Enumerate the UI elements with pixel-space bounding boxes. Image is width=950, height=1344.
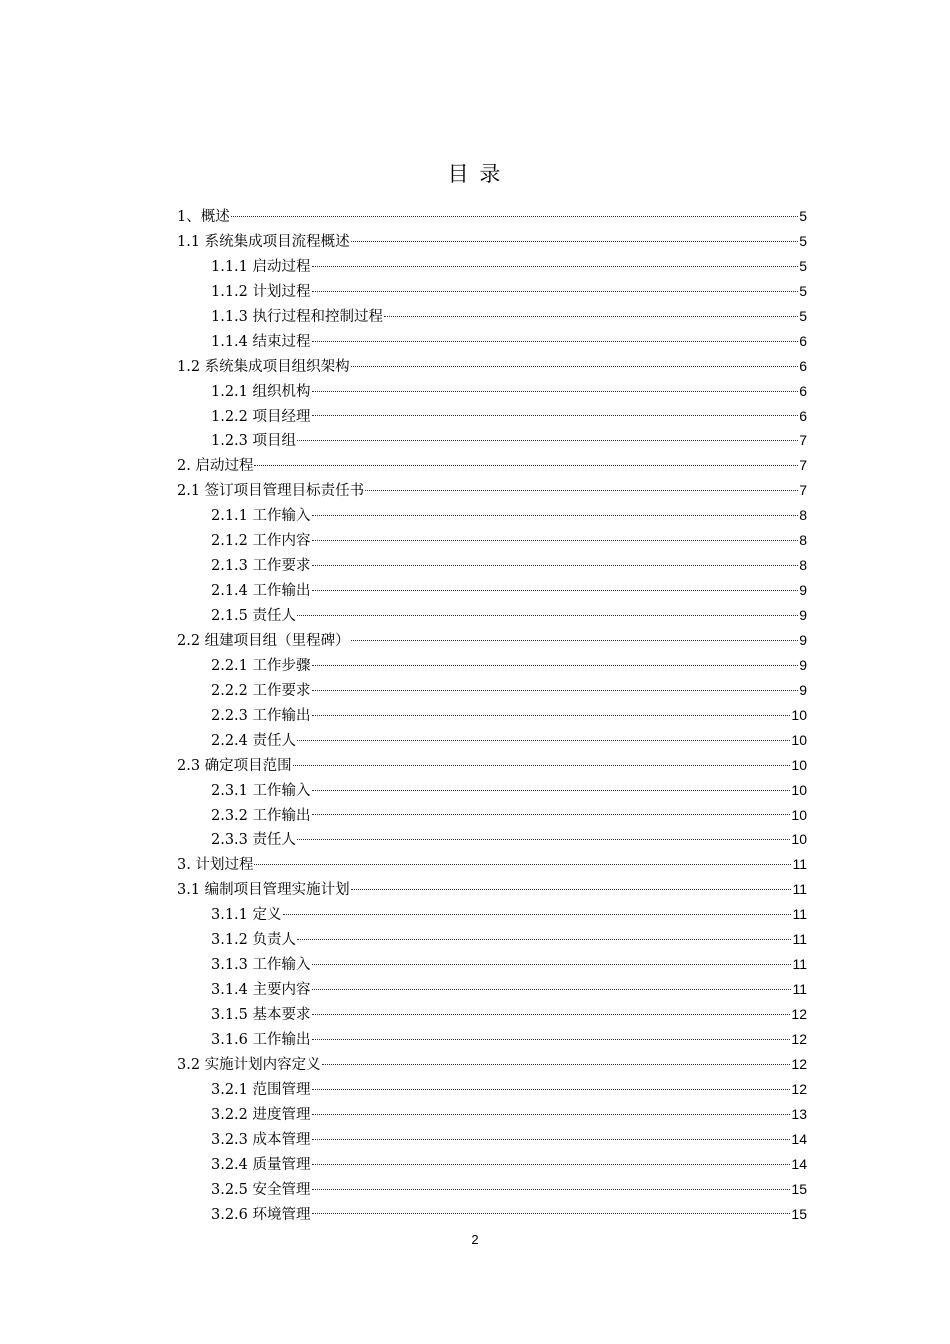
toc-entry-text: 2.3.3 责任人 [211, 832, 297, 849]
toc-leader-dots [312, 415, 799, 416]
toc-leader-dots [254, 864, 791, 865]
toc-entry-page: 6 [799, 357, 807, 374]
toc-entry-page: 12 [791, 1006, 807, 1022]
toc-entry[interactable] [177, 1077, 807, 1102]
toc-leader-dots [312, 790, 791, 791]
toc-leader-dots [312, 814, 791, 815]
toc-entry-text: 3.1.4 主要内容 [211, 982, 311, 999]
toc-entry-page: 6 [799, 382, 807, 399]
toc-entry-text: 1.2 系统集成项目组织架构 [177, 358, 350, 375]
toc-entry-text: 2.3.2 工作输出 [211, 807, 311, 824]
toc-entry-text: 2.3 确定项目范围 [177, 757, 292, 774]
toc-leader-dots [351, 640, 799, 641]
toc-entry[interactable] [177, 1052, 807, 1077]
toc-entry[interactable] [177, 703, 807, 728]
toc-entry-page: 6 [799, 407, 807, 424]
toc-entry[interactable] [177, 1152, 807, 1177]
toc-entry-page: 11 [792, 881, 807, 898]
toc-entry[interactable] [177, 753, 807, 778]
toc-entry-page: 11 [792, 906, 807, 923]
toc-entry-text: 2.2.3 工作输出 [211, 707, 311, 724]
toc-entry[interactable] [177, 927, 807, 952]
toc-entry-page: 11 [792, 956, 807, 973]
toc-entry-page: 11 [792, 981, 807, 998]
toc-leader-dots [297, 615, 798, 616]
toc-leader-dots [312, 1014, 791, 1015]
toc-leader-dots [312, 1213, 791, 1214]
toc-entry-page: 12 [791, 1030, 807, 1047]
toc-leader-dots [351, 366, 799, 367]
toc-entry[interactable] [177, 553, 807, 578]
toc-entry-page: 15 [791, 1205, 807, 1222]
toc-entry-text: 3.2.6 环境管理 [211, 1206, 311, 1223]
toc-entry-page: 8 [799, 507, 807, 524]
toc-entry[interactable] [177, 678, 807, 703]
page-number: 2 [471, 1232, 479, 1247]
toc-entry[interactable] [177, 428, 807, 453]
toc-entry[interactable] [177, 1127, 807, 1152]
toc-leader-dots [312, 565, 799, 566]
toc-entry-page: 10 [791, 831, 807, 848]
toc-leader-dots [351, 241, 799, 242]
toc-entry[interactable] [177, 728, 807, 753]
toc-leader-dots [312, 665, 799, 666]
toc-leader-dots [351, 889, 792, 890]
toc-entry-page: 5 [799, 232, 807, 249]
toc-entry-text: 3.1.3 工作输入 [211, 957, 311, 974]
toc-leader-dots [297, 839, 790, 840]
toc-entry-page: 9 [799, 631, 807, 648]
toc-entry-page: 8 [799, 557, 807, 574]
toc-entry-page: 5 [799, 282, 807, 299]
toc-entry-text: 2.1.5 责任人 [211, 608, 297, 624]
toc-entry-text: 2.1 签订项目管理目标责任书 [177, 483, 365, 500]
toc-entry-page: 12 [791, 1055, 807, 1072]
toc-entry-page: 9 [799, 582, 807, 599]
toc-leader-dots [312, 1089, 791, 1090]
toc-entry[interactable] [177, 379, 807, 404]
toc-leader-dots [312, 266, 799, 267]
toc-leader-dots [297, 939, 791, 940]
toc-entry-text: 1.2.3 项目组 [211, 433, 297, 450]
toc-entry-text: 1.2.2 项目经理 [211, 408, 311, 425]
toc-entry-page: 7 [799, 432, 807, 449]
toc-entry-text: 1.1.4 结束过程 [211, 333, 311, 350]
toc-entry[interactable] [177, 803, 807, 828]
toc-leader-dots [312, 989, 792, 990]
toc-title: 目 录 [447, 162, 503, 186]
toc-entry-page: 11 [792, 856, 807, 873]
toc-entry[interactable] [177, 827, 807, 852]
toc-entry-text: 1、概述 [177, 209, 230, 225]
toc-leader-dots [312, 540, 799, 541]
toc-entry-page: 5 [799, 307, 807, 324]
toc-leader-dots [312, 690, 799, 691]
toc-entry-page: 11 [792, 931, 807, 948]
toc-entry-text: 2.2.4 责任人 [211, 732, 297, 749]
toc-entry-text: 3.1.6 工作输出 [211, 1031, 311, 1048]
toc-leader-dots [283, 914, 792, 915]
toc-leader-dots [312, 590, 799, 591]
toc-leader-dots [322, 1064, 791, 1065]
toc-entry-text: 2.2 组建项目组（里程碑） [177, 632, 350, 649]
toc-leader-dots [312, 291, 799, 292]
toc-entry[interactable] [177, 877, 807, 902]
toc-entry[interactable] [177, 653, 807, 678]
toc-entry-text: 1.2.1 组织机构 [211, 383, 311, 400]
toc-leader-dots [297, 440, 798, 441]
toc-entry[interactable] [177, 279, 807, 304]
toc-entry-text: 3.2.3 成本管理 [211, 1131, 311, 1148]
toc-entry-text: 2.2.1 工作步骤 [211, 657, 311, 674]
toc-entry[interactable] [177, 1177, 807, 1202]
toc-leader-dots [312, 515, 799, 516]
toc-entry[interactable] [177, 503, 807, 528]
toc-entry-text: 3.1.5 基本要求 [211, 1007, 311, 1023]
toc-entry-text: 3.1.2 负责人 [211, 932, 297, 949]
toc-entry-page: 10 [791, 756, 807, 773]
toc-entry-text: 2.2.2 工作要求 [211, 682, 311, 699]
toc-entry-text: 1.1.3 执行过程和控制过程 [211, 308, 384, 325]
toc-leader-dots [365, 490, 798, 491]
toc-entry-page: 9 [799, 656, 807, 673]
toc-entry-page: 14 [791, 1130, 807, 1147]
toc-entry-text: 3.1.1 定义 [211, 907, 282, 924]
toc-leader-dots [293, 765, 791, 766]
toc-entry-page: 10 [791, 706, 807, 723]
toc-leader-dots [312, 1114, 791, 1115]
toc-entry[interactable] [177, 578, 807, 603]
toc-entry-page: 10 [791, 731, 807, 748]
toc-entry-text: 1.1.2 计划过程 [211, 283, 311, 300]
toc-entry-text: 2.1.2 工作内容 [211, 533, 311, 550]
toc-entry-page: 5 [799, 257, 807, 274]
toc-entry[interactable] [177, 229, 807, 254]
toc-entry-text: 3.2.4 质量管理 [211, 1156, 311, 1173]
toc-entry-text: 1.1.1 启动过程 [211, 258, 311, 275]
toc-entry-text: 2.3.1 工作输入 [211, 782, 311, 799]
toc-entry[interactable] [177, 952, 807, 977]
toc-entry[interactable] [177, 254, 807, 279]
toc-entry-text: 3.2.5 安全管理 [211, 1181, 311, 1198]
toc-entry-text: 3.2 实施计划内容定义 [177, 1056, 321, 1073]
toc-leader-dots [297, 740, 790, 741]
toc-leader-dots [254, 465, 798, 466]
toc-entry[interactable] [177, 204, 807, 229]
toc-entry[interactable] [177, 603, 807, 628]
toc-leader-dots [312, 391, 799, 392]
toc-entry-page: 8 [799, 532, 807, 549]
toc-entry-page: 6 [799, 332, 807, 349]
toc-entry[interactable] [177, 902, 807, 927]
toc-entry[interactable] [177, 329, 807, 354]
toc-entry[interactable] [177, 1102, 807, 1127]
toc-entry[interactable] [177, 628, 807, 653]
toc-entry[interactable] [177, 304, 807, 329]
toc-leader-dots [312, 715, 791, 716]
toc-entry-text: 2.1.1 工作输入 [211, 508, 311, 525]
toc-entry-page: 7 [799, 482, 807, 499]
toc-leader-dots [312, 964, 792, 965]
toc-entry-text: 2.1.4 工作输出 [211, 583, 311, 600]
toc-entry-page: 10 [791, 806, 807, 823]
toc-entry-text: 3. 计划过程 [177, 857, 254, 874]
toc-leader-dots [312, 341, 799, 342]
toc-entry[interactable] [177, 478, 807, 503]
toc-leader-dots [231, 216, 798, 217]
toc-entry[interactable] [177, 977, 807, 1002]
toc-entry-text: 2. 启动过程 [177, 458, 254, 475]
toc-entry-page: 12 [791, 1080, 807, 1097]
toc-entry[interactable] [177, 852, 807, 877]
toc-entry[interactable] [177, 453, 807, 478]
toc-entry[interactable] [177, 528, 807, 553]
toc-entry-page: 7 [799, 457, 807, 474]
toc-entry[interactable] [177, 1002, 807, 1027]
toc-entry-page: 14 [791, 1155, 807, 1172]
toc-entry-page: 15 [791, 1180, 807, 1197]
toc-entry-text: 3.2.2 进度管理 [211, 1106, 311, 1123]
toc-entry-text: 3.1 编制项目管理实施计划 [177, 882, 350, 899]
toc-entry-page: 5 [799, 208, 807, 224]
toc-entry-text: 2.1.3 工作要求 [211, 558, 311, 575]
toc-entry[interactable] [177, 778, 807, 803]
toc-leader-dots [312, 1039, 791, 1040]
toc-leader-dots [312, 1189, 791, 1190]
table-of-contents [177, 204, 807, 1226]
toc-leader-dots [384, 316, 798, 317]
toc-entry[interactable] [177, 1027, 807, 1052]
toc-entry[interactable] [177, 1202, 807, 1227]
toc-entry-page: 9 [799, 607, 807, 623]
toc-entry-page: 9 [799, 681, 807, 698]
toc-entry[interactable] [177, 404, 807, 429]
toc-leader-dots [312, 1139, 791, 1140]
toc-entry[interactable] [177, 354, 807, 379]
toc-entry-text: 1.1 系统集成项目流程概述 [177, 233, 350, 250]
toc-entry-page: 10 [791, 781, 807, 798]
toc-entry-page: 13 [791, 1105, 807, 1122]
toc-leader-dots [312, 1164, 791, 1165]
toc-entry-text: 3.2.1 范围管理 [211, 1081, 311, 1098]
